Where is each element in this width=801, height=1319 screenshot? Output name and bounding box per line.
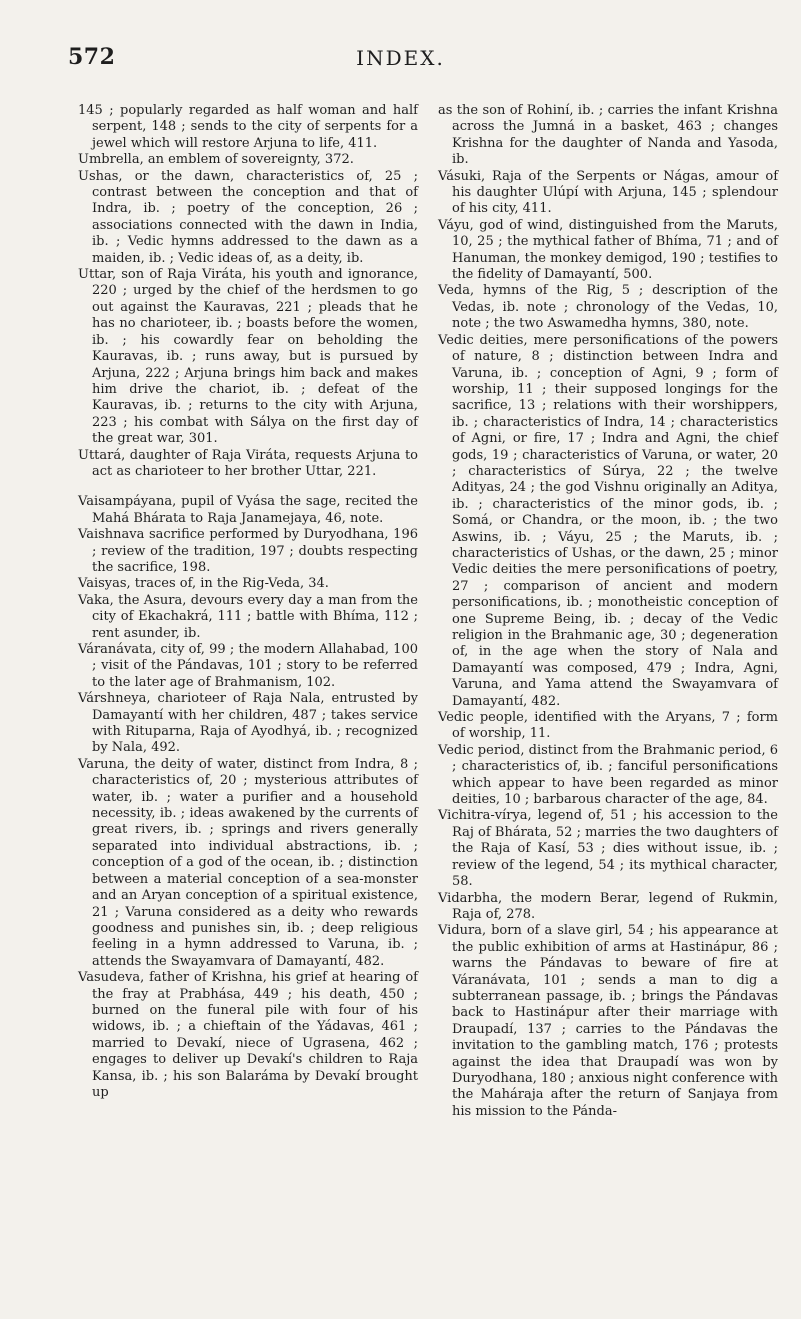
index-entry: Vaka, the Asura, devours every day a man from the city of Ekachakrá, 111 ; battle with Bhíma, 112 ; rent asunder, ib. (78, 592, 418, 641)
index-entry: as the son of Rohiní, ib. ; carries the infant Krishna across the Jumná in a basket, 463 ; changes Krishna for the daughter of Nanda and Yasoda, ib. (438, 103, 778, 168)
index-entry: 145 ; popularly regarded as half woman and half serpent, 148 ; sends to the city of serpents for a jewel which will restore Arjuna to life, 411. (78, 103, 418, 151)
index-entry: Varuna, the deity of water, distinct from Indra, 8 ; characteristics of, 20 ; mysterious attributes of water, ib. ; water a purifier and a household necessity, ib. ; ideas awakened by the currents of great rivers, ib. ; springs and rivers generally separated into individual abstractions, ib. ; conception of a god of the ocean, ib. ; distinction between a material conception of a sea-monster and an Aryan conception of a spiritual existence, 21 ; Varuna considered as a deity who rewards goodness and punishes sin, ib. ; deep religious feeling in a hymn addressed to Varuna, ib. ; attends the Swayamvara of Damayantí, 482. (78, 756, 418, 969)
index-entry: Uttar, son of Raja Viráta, his youth and ignorance, 220 ; urged by the chief of the herdsmen to go out against the Kauravas, 221 ; pleads that he has no charioteer, ib. ; boasts before the women, ib. ; his cowardly fear on beholding the Kauravas, ib. ; runs away, but is pursued by Arjuna, 222 ; Arjuna brings him back and makes him drive the chariot, ib. ; defeat of the Kauravas, ib. ; returns to the city with Arjuna, 223 ; his combat with Sálya on the first day of the great war, 301. (78, 267, 418, 447)
index-entry: Vedic deities, mere personifications of the powers of nature, 8 ; distinction between Indra and Varuna, ib. ; conception of Agni, 9 ; form of worship, 11 ; their supposed longings for the sacrifice, 13 ; relations with their worshippers, ib. ; characteristics of Indra, 14 ; characteristics of Agni, or fire, 17 ; Indra and Agni, the chief gods, 19 ; characteristics of Varuna, or water, 20 ; characteristics of Súrya, 22 ; the twelve Adityas, 24 ; the god Vishnu originally an Aditya, ib. ; characteristics of the minor gods, ib. ; Somá, or Chandra, or the moon, ib. ; the two Aswins, ib. ; Váyu, 25 ; the Maruts, ib. ; characteristics of Ushas, or the dawn, 25 ; minor Vedic deities the mere personifications of poetry, 27 ; comparison of ancient and modern personifications, ib. ; monotheistic conception of one Supreme Being, ib. ; decay of the Vedic religion in the Brahmanic age, 30 ; degeneration of, in the age when the story of Nala and Damayantí was composed, 479 ; Indra, Agni, Varuna, and Yama attend the Swayamvara of Damayantí, 482. (438, 332, 778, 709)
index-entry: Vichitra-vírya, legend of, 51 ; his accession to the Raj of Bhárata, 52 ; marries the two daughters of the Raja of Kasí, 53 ; dies without issue, ib. ; review of the legend, 54 ; its mythical character, 58. (438, 808, 778, 890)
index-entry: Vidarbha, the modern Berar, legend of Rukmin, Raja of, 278. (438, 890, 778, 922)
index-column-right (438, 103, 778, 1308)
index-entry: Vedic people, identified with the Aryans, 7 ; form of worship, 11. (438, 710, 778, 742)
index-entry: Vaisampáyana, pupil of Vyása the sage, recited the Mahá Bhárata to Raja Janamejaya, 46, note. (78, 494, 418, 526)
index-entry: Várshneya, charioteer of Raja Nala, entrusted by Damayantí with her children, 487 ; takes service with Rituparna, Raja of Ayodhyá, ib. ; recognized by Nala, 492. (78, 691, 418, 756)
index-entry: Veda, hymns of the Rig, 5 ; description of the Vedas, ib. note ; chronology of the Vedas, 10, note ; the two Aswamedha hymns, 380, note. (438, 283, 778, 332)
page-number: 572 (68, 44, 116, 70)
index-entry: Vidura, born of a slave girl, 54 ; his appearance at the public exhibition of arms at Hastinápur, 86 ; warns the Pándavas to beware of fire at Váranávata, 101 ; sends a man to dig a subterranean passage, ib. ; brings the Pándavas back to Hastinápur after their marriage with Draupadí, 137 ; carries to the Pándavas the invitation to the gambling match, 176 ; protests against the idea that Draupadí was won by Duryodhana, 180 ; anxious night conference with the Maháraja after the return of Sanjaya from his mission to the Pánda- (438, 923, 778, 1119)
index-columns (78, 103, 778, 1308)
index-entry: Ushas, or the dawn, characteristics of, 25 ; contrast between the conception and that of Indra, ib. ; poetry of the conception, 26 ; associations connected with the dawn in India, ib. ; Vedic hymns addressed to the dawn as a maiden, ib. ; Vedic ideas of, as a deity, ib. (78, 168, 418, 266)
section-gap (78, 480, 418, 494)
index-entry: Váranávata, city of, 99 ; the modern Allahabad, 100 ; visit of the Pándavas, 101 ; story to be referred to the later age of Brahmanism, 102. (78, 642, 418, 690)
index-entry: Umbrella, an emblem of sovereignty, 372. (78, 152, 354, 168)
index-entry: Vedic period, distinct from the Brahmanic period, 6 ; characteristics of, ib. ; fanciful personifications which appear to have been regarded as minor deities, 10 ; barbarous character of the age, 84. (438, 742, 778, 808)
index-entry: Vaisyas, traces of, in the Rig-Veda, 34. (78, 576, 329, 592)
index-entry: Uttará, daughter of Raja Viráta, requests Arjuna to act as charioteer to her brother Uttar, 221. (78, 447, 418, 479)
index-entry: Vasudeva, father of Krishna, his grief at hearing of the fray at Prabhása, 449 ; his death, 450 ; burned on the funeral pile with four of his widows, ib. ; a chieftain of the Yádavas, 461 ; married to Devakí, niece of Ugrasena, 462 ; engages to deliver up Devakí's children to Raja Kansa, ib. ; his son Balaráma by Devakí brought up (78, 970, 418, 1100)
index-entry: Váyu, god of wind, distinguished from the Maruts, 10, 25 ; the mythical father of Bhíma, 71 ; and of Hanuman, the monkey demigod, 190 ; testifies to the fidelity of Damayantí, 500. (438, 217, 778, 283)
index-entry: Vaishnava sacrifice performed by Duryodhana, 196 ; review of the tradition, 197 ; doubts respecting the sacrifice, 198. (78, 527, 418, 575)
running-head: INDEX. (356, 46, 445, 70)
index-entry: Vásuki, Raja of the Serpents or Nágas, amour of his daughter Ulúpí with Arjuna, 145 ; splendour of his city, 411. (438, 168, 778, 217)
index-column-left (78, 103, 418, 1308)
